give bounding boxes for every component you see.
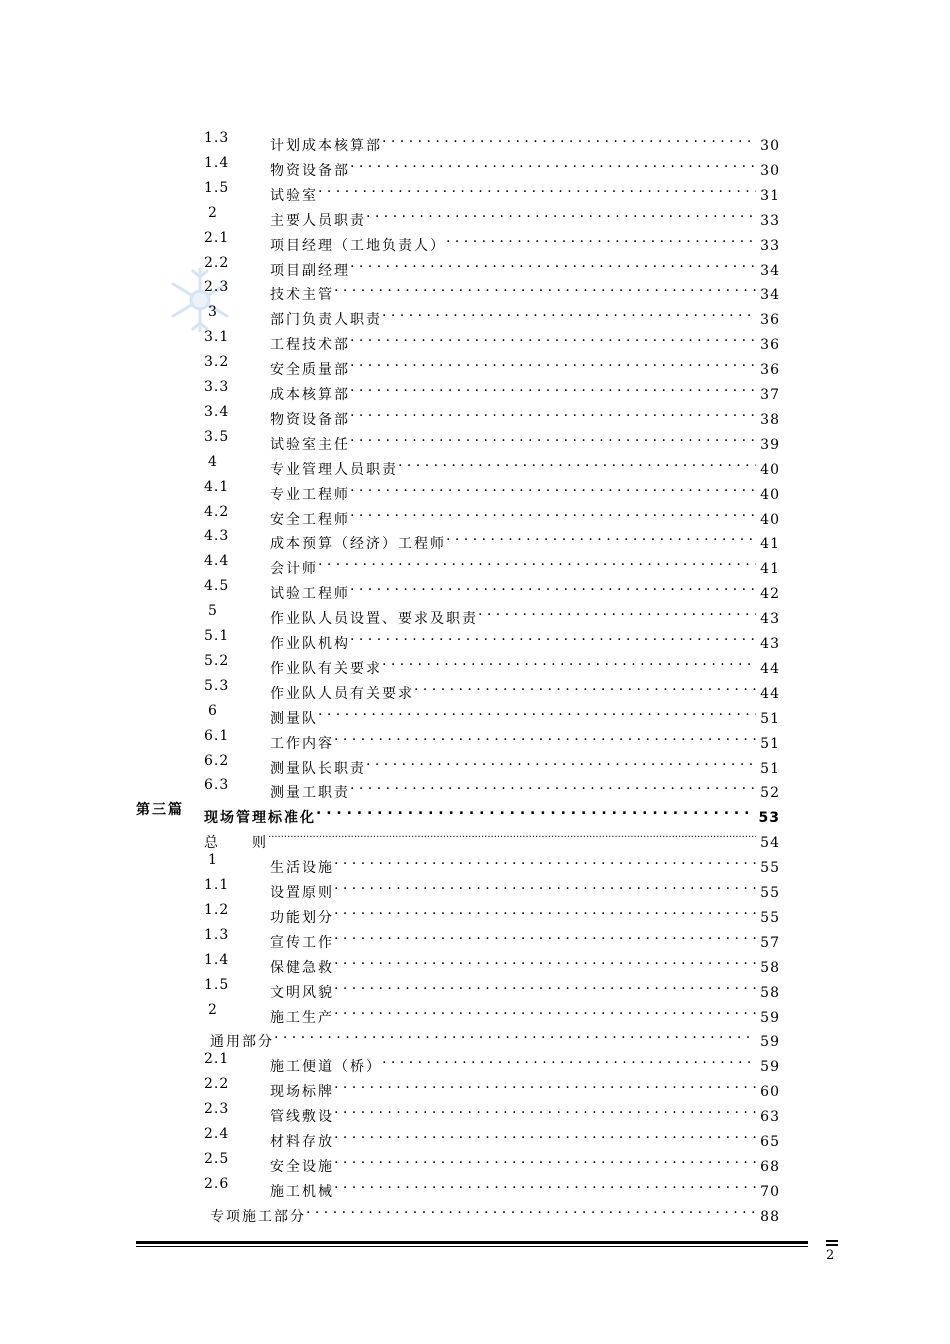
- toc-entry[interactable]: [0, 375, 950, 403]
- toc-entry-number: 1.2: [204, 901, 230, 918]
- toc-dot-leader: [382, 126, 756, 150]
- toc-entry-title: 部门负责人职责: [270, 312, 382, 329]
- toc-entry-title: 作业队人员设置、要求及职责: [270, 611, 478, 628]
- toc-entry[interactable]: [0, 1172, 950, 1200]
- toc-entry-title: 功能划分: [270, 909, 334, 926]
- toc-entry-number: 1: [208, 852, 218, 869]
- toc-entry-page: 51: [760, 735, 780, 752]
- toc-entry-page: 33: [760, 237, 780, 254]
- toc-entry-title: 项目副经理: [270, 262, 350, 279]
- toc-dot-leader: [446, 524, 756, 548]
- toc-entry-page: 52: [760, 785, 780, 802]
- toc-entry-number: 2.5: [204, 1150, 230, 1167]
- toc-dot-leader: [350, 475, 756, 499]
- toc-entry-number: 6: [208, 702, 218, 719]
- toc-dot-leader: [334, 948, 756, 972]
- toc-entry-number: 2.3: [204, 279, 230, 296]
- toc-entry-title: 现场管理标准化: [204, 810, 316, 827]
- toc-entry-page: 59: [760, 1059, 780, 1076]
- toc-entry-number: 3.1: [204, 329, 230, 346]
- toc-entry[interactable]: [0, 998, 950, 1026]
- toc-dot-leader: [334, 923, 756, 947]
- toc-dot-leader: [446, 226, 756, 250]
- toc-entry[interactable]: [0, 1197, 950, 1225]
- toc-entry-page: 59: [760, 1009, 780, 1026]
- toc-entry-title: 工程技术部: [270, 337, 350, 354]
- toc-entry-number: 2.1: [204, 229, 230, 246]
- toc-entry-page: 44: [760, 685, 780, 702]
- toc-dot-leader: [334, 1147, 756, 1171]
- toc-entry-page: 53: [758, 810, 780, 827]
- toc-entry[interactable]: [0, 848, 950, 877]
- toc-entry-number: 4.2: [204, 503, 230, 520]
- toc-dot-leader: [334, 898, 756, 922]
- toc-entry-page: 68: [760, 1158, 780, 1175]
- toc-entry-page: 59: [760, 1034, 780, 1051]
- toc-dot-leader: [334, 873, 756, 897]
- toc-entry-number: 3.2: [204, 354, 230, 371]
- toc-entry[interactable]: [0, 599, 950, 628]
- toc-dot-leader: [306, 1197, 756, 1221]
- toc-dot-leader: [478, 599, 756, 623]
- toc-entry[interactable]: [0, 300, 950, 329]
- toc-entry-page: 41: [760, 561, 780, 578]
- toc-entry-title: 计划成本核算部: [270, 138, 382, 154]
- toc-entry-title: 文明风貌: [270, 984, 334, 1001]
- toc-entry-number: 2.4: [204, 1126, 230, 1142]
- toc-entry-number: 1.5: [204, 976, 230, 993]
- toc-entry-page: 36: [760, 362, 780, 379]
- toc-entry-page: 43: [760, 636, 780, 652]
- toc-entry-number: 1.5: [204, 179, 230, 196]
- toc-dot-leader: [382, 300, 756, 324]
- toc-entry-page: 60: [760, 1084, 780, 1101]
- toc-entry-page: 70: [760, 1183, 780, 1200]
- toc-dot-leader: [318, 699, 756, 723]
- toc-dot-leader: [350, 425, 756, 449]
- toc-entry[interactable]: [0, 1097, 950, 1126]
- toc-entry-number: 6.3: [204, 777, 230, 794]
- toc-entry[interactable]: [0, 400, 950, 428]
- toc-entry-title: 作业队有关要求: [270, 660, 382, 677]
- toc-entry-title: 生活设施: [270, 860, 334, 877]
- toc-entry-title: 工作内容: [270, 735, 334, 752]
- toc-entry-page: 30: [760, 162, 780, 179]
- toc-entry-page: 40: [760, 511, 780, 528]
- toc-dot-leader: [334, 275, 756, 299]
- toc-entry-title: 技术主管: [270, 287, 334, 304]
- toc-entry-number: 4.5: [204, 578, 230, 595]
- toc-entry-page: 39: [760, 436, 780, 453]
- toc-dot-leader: [382, 649, 756, 673]
- toc-entry-number: 4.4: [204, 553, 230, 570]
- toc-entry[interactable]: [0, 450, 950, 478]
- toc-entry-title: 试验工程师: [270, 586, 350, 603]
- toc-entry-title: 试验室: [270, 187, 318, 204]
- toc-entry-number: 1.1: [204, 877, 230, 893]
- toc-entry-title: 专项施工部分: [210, 1208, 306, 1225]
- toc-entry-page: 55: [760, 909, 780, 926]
- page-marker-icon: [826, 1240, 838, 1248]
- toc-dot-leader: [318, 549, 756, 573]
- toc-entry[interactable]: [0, 325, 950, 354]
- toc-entry[interactable]: [0, 923, 950, 951]
- toc-entry[interactable]: [0, 1147, 950, 1175]
- toc-entry-title: 成本核算部: [270, 387, 350, 403]
- toc-dot-leader: [398, 450, 756, 474]
- toc-entry-number: 4.3: [204, 528, 230, 545]
- toc-entry-title: 现场标牌: [270, 1084, 334, 1101]
- toc-entry-page: 51: [760, 710, 780, 727]
- toc-entry[interactable]: [0, 624, 950, 652]
- toc-entry[interactable]: [0, 275, 950, 304]
- toc-entry-number: 2.6: [204, 1175, 230, 1192]
- toc-entry-number: 6.2: [204, 752, 230, 769]
- toc-dot-leader: [318, 176, 756, 200]
- toc-entry[interactable]: [0, 1047, 950, 1076]
- toc-dot-leader: [334, 1097, 756, 1121]
- toc-entry[interactable]: [0, 873, 950, 901]
- toc-entry-page: 36: [760, 337, 780, 354]
- toc-entry-page: 41: [760, 536, 780, 553]
- toc-entry[interactable]: [0, 749, 950, 777]
- toc-entry-number: 2.2: [204, 1076, 230, 1093]
- toc-entry[interactable]: [0, 699, 950, 727]
- toc-dot-leader: [334, 724, 756, 748]
- toc-dot-leader: [414, 674, 756, 698]
- toc-entry-page: 34: [760, 262, 780, 279]
- toc-entry[interactable]: [0, 773, 950, 802]
- toc-entry-number: 6.1: [204, 727, 230, 744]
- toc-entry-title: 项目经理（工地负责人）: [270, 237, 446, 254]
- toc-entry-title: 测量工职责: [270, 785, 350, 802]
- toc-entry[interactable]: [0, 898, 950, 926]
- toc-entry-title: 作业队人员有关要求: [270, 685, 414, 702]
- toc-dot-leader: [350, 325, 756, 349]
- toc-entry[interactable]: [0, 574, 950, 603]
- toc-entry-page: 58: [760, 959, 780, 976]
- toc-entry-number: 1.3: [204, 130, 230, 146]
- toc-entry-number: 3.3: [204, 379, 230, 395]
- toc-entry[interactable]: [0, 475, 950, 503]
- toc-dot-leader: [334, 1072, 756, 1096]
- toc-entry[interactable]: [0, 674, 950, 702]
- toc-entry-title: 保健急救: [270, 959, 334, 976]
- toc-entry-page: 31: [760, 187, 780, 204]
- toc-entry-title: 安全设施: [270, 1158, 334, 1175]
- toc-dot-leader: [350, 773, 756, 797]
- toc-entry[interactable]: [0, 1072, 950, 1101]
- page-number: 2: [826, 1248, 835, 1263]
- toc-entry[interactable]: [0, 973, 950, 1001]
- toc-entry-number: 5.3: [204, 677, 230, 694]
- toc-entry-title: 作业队机构: [270, 636, 350, 652]
- toc-entry-title: 施工生产: [270, 1009, 334, 1026]
- toc-entry-number: 3.5: [204, 428, 230, 445]
- toc-entry[interactable]: [0, 350, 950, 379]
- toc-dot-leader: [316, 798, 755, 822]
- toc-dot-leader: [350, 251, 756, 275]
- toc-entry-page: 65: [760, 1134, 780, 1150]
- toc-entry-number: 2.1: [204, 1051, 230, 1068]
- toc-entry[interactable]: [0, 524, 950, 553]
- toc-entry[interactable]: [0, 201, 950, 229]
- toc-entry[interactable]: [0, 1022, 950, 1051]
- toc-entry-page: 37: [760, 387, 780, 403]
- toc-entry-page: 33: [760, 212, 780, 229]
- toc-entry-page: 36: [760, 312, 780, 329]
- toc-entry-page: 40: [760, 461, 780, 478]
- toc-entry-page: 55: [760, 885, 780, 901]
- toc-entry-number: 3.4: [204, 403, 230, 420]
- toc-entry-page: 54: [760, 835, 780, 852]
- toc-dot-leader: [274, 1022, 756, 1046]
- toc-entry-number: 5.2: [204, 652, 230, 669]
- toc-entry-title: 安全质量部: [270, 362, 350, 379]
- toc-entry-page: 38: [760, 411, 780, 428]
- toc-entry-number: 3: [208, 304, 218, 321]
- toc-dot-leader: [350, 151, 756, 175]
- toc-dot-leader: [350, 400, 756, 424]
- toc-entry-page: 40: [760, 486, 780, 503]
- toc-entry-title: 管线敷设: [270, 1109, 334, 1126]
- footer-rule: [136, 1241, 808, 1244]
- toc-entry[interactable]: [0, 226, 950, 254]
- toc-entry-page: 88: [760, 1208, 780, 1225]
- toc-dot-leader: [366, 749, 756, 773]
- toc-entry[interactable]: [0, 126, 950, 154]
- toc-entry[interactable]: [0, 724, 950, 752]
- toc-entry-title: 设置原则: [270, 885, 334, 901]
- toc-dot-leader: [350, 375, 756, 399]
- toc-entry-title: 成本预算（经济）工程师: [270, 536, 446, 553]
- toc-entry-page: 44: [760, 660, 780, 677]
- toc-entry-title: 物资设备部: [270, 411, 350, 428]
- toc-entry-page: 63: [760, 1109, 780, 1126]
- toc-dot-leader: [334, 848, 756, 872]
- toc-dot-leader: [350, 350, 756, 374]
- toc-entry-number: 4.1: [204, 478, 230, 495]
- toc-entry[interactable]: [0, 549, 950, 578]
- toc-entry-number: 5.1: [204, 628, 230, 644]
- toc-entry-number: 4: [208, 453, 218, 470]
- toc-entry-number: 1.4: [204, 154, 230, 171]
- toc-dot-leader: [350, 500, 756, 524]
- toc-entry-number: 2: [208, 204, 218, 221]
- toc-entry-number: 2: [208, 1001, 218, 1018]
- toc-entry-number: 2.2: [204, 254, 230, 271]
- toc-entry-title: 物资设备部: [270, 162, 350, 179]
- toc-entry-page: 57: [760, 934, 780, 951]
- toc-entry[interactable]: [0, 425, 950, 453]
- toc-entry-page: 30: [760, 138, 780, 154]
- toc-entry[interactable]: [0, 1122, 950, 1150]
- toc-entry-title: 施工便道（桥）: [270, 1059, 382, 1076]
- toc-entry-page: 42: [760, 586, 780, 603]
- toc-entry-title: 会计师: [270, 561, 318, 578]
- toc-entry-number: 2.3: [204, 1101, 230, 1118]
- toc-entry-page: 51: [760, 760, 780, 777]
- toc-dot-leader: [366, 201, 756, 225]
- toc-entry[interactable]: [0, 500, 950, 528]
- toc-entry-title: 测量队: [270, 710, 318, 727]
- toc-entry[interactable]: [0, 823, 950, 852]
- toc-entry-number: 5: [208, 603, 218, 620]
- toc-entry-title: 专业工程师: [270, 486, 350, 503]
- toc-entry-title: 安全工程师: [270, 511, 350, 528]
- toc-entry-title: 宣传工作: [270, 934, 334, 951]
- toc-entry-title: 总 则: [204, 835, 268, 852]
- toc-entry-number: 1.3: [204, 926, 230, 943]
- toc-entry-title: 专业管理人员职责: [270, 461, 398, 478]
- toc-entry-page: 55: [760, 860, 780, 877]
- toc-dot-leader: [334, 1172, 756, 1196]
- toc-entry-title: 试验室主任: [270, 436, 350, 453]
- toc-dot-leader: [350, 624, 756, 648]
- toc-entry-title: 通用部分: [210, 1034, 274, 1051]
- toc-entry-number: 第三篇: [136, 802, 184, 819]
- toc-entry-title: 施工机械: [270, 1183, 334, 1200]
- toc-entry-title: 测量队长职责: [270, 760, 366, 777]
- toc-dot-leader: [334, 973, 756, 997]
- toc-entry[interactable]: [0, 649, 950, 677]
- toc-entry-title: 材料存放: [270, 1134, 334, 1150]
- toc-dot-leader: [334, 998, 756, 1022]
- toc-dot-leader: [334, 1122, 756, 1146]
- toc-part-heading[interactable]: [0, 798, 950, 827]
- toc-entry-number: 1.4: [204, 951, 230, 968]
- toc-entry[interactable]: [0, 176, 950, 204]
- toc-entry-page: 34: [760, 287, 780, 304]
- toc-entry[interactable]: [0, 948, 950, 976]
- toc-entry[interactable]: [0, 151, 950, 179]
- toc-entry[interactable]: [0, 251, 950, 279]
- toc-dot-leader: [382, 1047, 756, 1071]
- toc-entry-page: 58: [760, 984, 780, 1001]
- toc-entry-title: 主要人员职责: [270, 212, 366, 229]
- toc-dot-leader: [268, 823, 756, 847]
- toc-entry-page: 43: [760, 611, 780, 628]
- footer-rule-thin: [136, 1246, 808, 1247]
- toc-dot-leader: [350, 574, 756, 598]
